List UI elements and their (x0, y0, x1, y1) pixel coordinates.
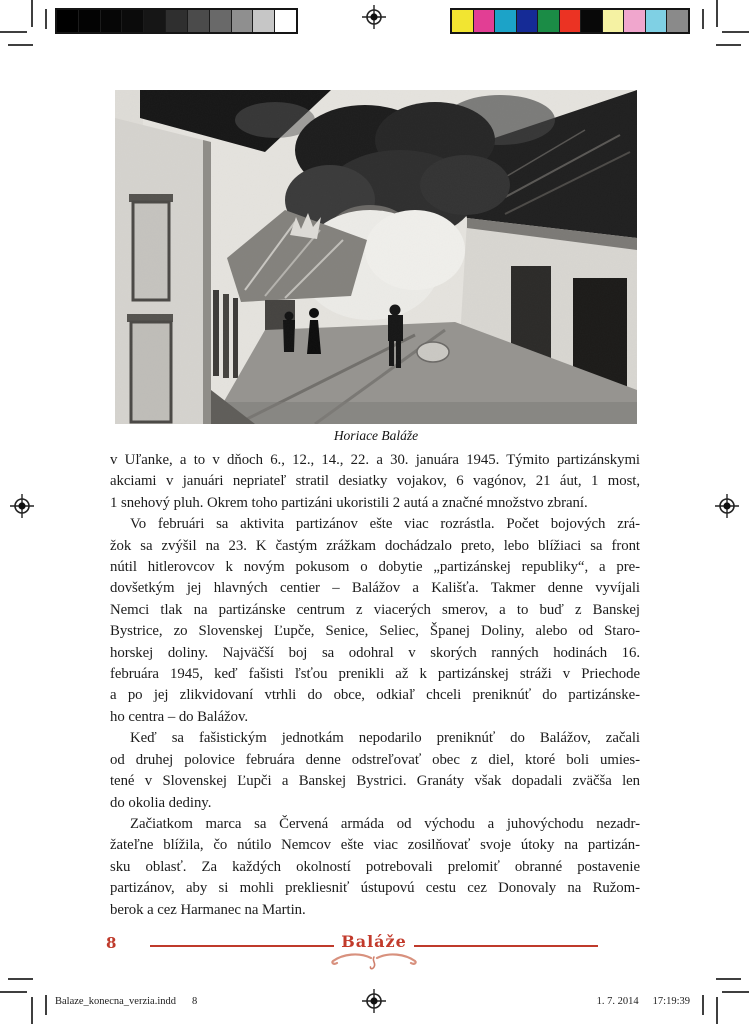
calibration-swatch (101, 10, 123, 32)
crop-mark (702, 995, 704, 1015)
text-line: Nemci tlak na partizánske centrum z viacerých smerov, a to buď z Banskej (110, 601, 640, 618)
crop-mark (716, 978, 741, 980)
text-line: horskej doliny. Najväčší boj sa odohral v skorých ranných hodinách 16. (110, 644, 640, 661)
calibration-swatch (188, 10, 210, 32)
registration-mark-top (362, 5, 386, 29)
text-line: februára 1945, keď fašisti ľsťou prenikli až k partizánskej stráži v Priechode (110, 666, 640, 683)
crop-mark (716, 44, 741, 46)
crop-mark (8, 978, 33, 980)
calibration-swatch (452, 10, 474, 32)
paragraph (110, 728, 640, 814)
calibration-swatch (122, 10, 144, 32)
crop-mark (716, 0, 718, 27)
photo-illustration (115, 90, 637, 424)
text-line: v Uľanke, a to v dňoch 6., 12., 14., 22. a 30. januára 1945. Týmito partizánskymi (110, 452, 640, 468)
text-line: ho centra – do Balážov. (110, 708, 248, 725)
crop-mark (0, 31, 27, 33)
text-line: Keď sa fašistickým jednotkám nepodarilo preniknúť do Balážov, začali (130, 730, 640, 747)
calibration-swatch (495, 10, 517, 32)
crop-mark (722, 991, 749, 993)
calibration-swatch (474, 10, 496, 32)
crop-mark (31, 0, 33, 27)
crop-mark (45, 995, 47, 1015)
text-line: do okolia dediny. (110, 794, 212, 811)
paragraph (110, 450, 640, 514)
paragraph (110, 814, 640, 921)
text-line: Bystrice, zo Slovenskej Ľupče, Senice, Seliec, Španej Doliny, alebo od Staro- (110, 623, 640, 640)
calibration-swatch (144, 10, 166, 32)
calibration-swatch (166, 10, 188, 32)
text-line: nútil hitlerovcov k novým pokusom o dobytie „partizánskej republiky“, a pre- (110, 559, 640, 576)
text-line: žok sa zvýšil na 23. K častým zrážkam dochádzalo preto, lebo blížiaci sa front (110, 537, 640, 554)
text-line: partizánov, aby si mohli prekliesniť ústupovú cestu cez Donovaly na Ružom- (110, 880, 640, 897)
registration-mark-bottom (362, 989, 386, 1013)
text-line: žateľne blížila, čo nútilo Nemcov ešte viac zosilňovať svoje útoky na partizán- (110, 837, 640, 854)
calibration-swatch (646, 10, 668, 32)
text-line: 1 snehový pluh. Okrem toho partizáni ukoristili 2 autá a značné množstvo zbraní. (110, 494, 588, 511)
crop-mark (0, 991, 27, 993)
registration-mark-left (10, 494, 34, 518)
text-line: a po jej zlikvidovaní vtrhli do obce, odkiaľ chceli preniknúť do partizánske- (110, 687, 640, 704)
text-line: od druhej polovice februára denne odstreľovať obec z diel, ktoré boli umies- (110, 751, 640, 768)
text-line: tené v Slovenskej Ľupči a Banskej Bystrici. Granáty však dopadali zväčša len (110, 773, 640, 790)
footer-rule-right (414, 945, 598, 947)
slug-filename-group (55, 996, 197, 1007)
text-line: sku oblasť. Za každých okolností potrebovali prelomiť obranné postavenie (110, 858, 640, 875)
photo-burning-village (115, 90, 637, 424)
crop-mark (45, 9, 47, 29)
calibration-swatch (667, 10, 688, 32)
crop-mark (716, 997, 718, 1024)
photo-caption: Horiace Baláže (333, 428, 419, 443)
calibration-swatch (232, 10, 254, 32)
footer-flourish-ornament (329, 951, 419, 973)
calibration-swatch (624, 10, 646, 32)
crop-mark (8, 44, 33, 46)
calibration-swatch (603, 10, 625, 32)
text-line: berok a cez Harmanec na Martin. (110, 901, 306, 918)
text-line: Vo februári sa aktivita partizánov ešte viac rozrástla. Počet bojových zrá- (130, 516, 640, 533)
registration-mark-right (715, 494, 739, 518)
page-number: 8 (106, 934, 117, 952)
slug-filename: Balaze_konecna_verzia.indd (55, 996, 176, 1007)
calibration-swatch (210, 10, 232, 32)
slug-page-number: 8 (191, 996, 198, 1007)
body-text (110, 450, 640, 921)
calibration-swatch (253, 10, 275, 32)
slug-time: 17:19:39 (652, 996, 690, 1007)
calibration-swatch (538, 10, 560, 32)
crop-mark (722, 31, 749, 33)
calibration-swatch (275, 10, 296, 32)
text-line: Začiatkom marca sa Červená armáda od východu a juhovýchodu nezadr- (130, 815, 640, 832)
crop-mark (31, 997, 33, 1024)
text-line: dovšetkým jej hlavných centier – Balážov a Kališťa. Takmer denne vyvíjali (110, 580, 640, 597)
slug-date: 1. 7. 2014 (596, 996, 639, 1007)
calibration-swatch (57, 10, 79, 32)
footer-rule-left (150, 945, 334, 947)
calibration-swatch (581, 10, 603, 32)
slug-datetime-group (597, 996, 690, 1007)
paragraph (110, 514, 640, 728)
crop-mark (702, 9, 704, 29)
calibration-swatch (560, 10, 582, 32)
grayscale-calibration-bar (55, 8, 298, 34)
color-calibration-bar (450, 8, 690, 34)
calibration-swatch (79, 10, 101, 32)
running-footer-title: Baláže (341, 932, 407, 951)
text-line: akciami v januári nepriateľ stratil desiatky vojakov, 6 vagónov, 21 áut, 1 most, (110, 473, 640, 490)
calibration-swatch (517, 10, 539, 32)
